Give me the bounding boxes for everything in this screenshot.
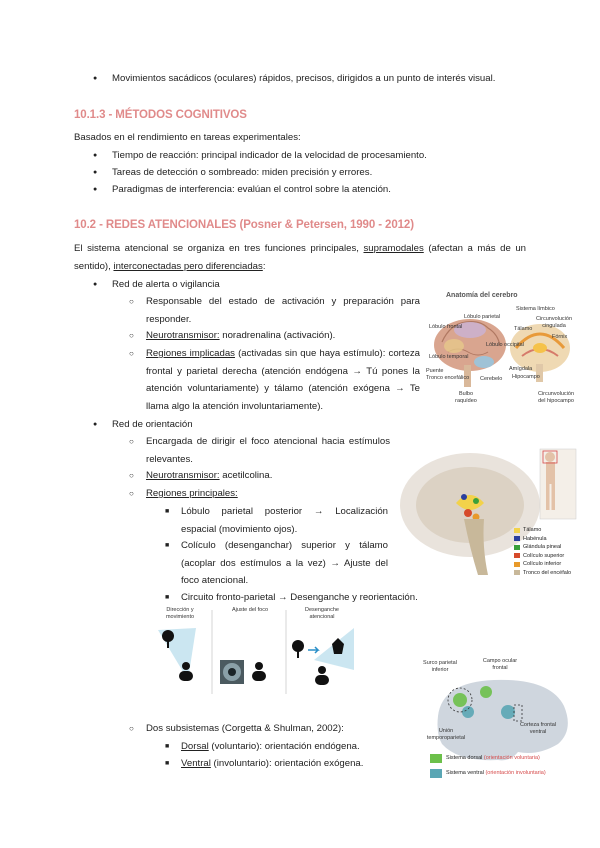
figure-label: Cerebelo [480, 376, 503, 382]
section-intro: Basados en el rendimiento en tareas experimentales: [74, 132, 301, 143]
list-item: ● Paradigmas de interferencia: evalúan el control sobre la atención. [112, 181, 391, 199]
list-item: ○ Encargada de dirigir el foco atencional hacia estímulos relevantes. [146, 433, 390, 468]
figure-title: Anatomía del cerebro [446, 292, 518, 299]
legend-swatch [514, 528, 520, 533]
legend-swatch [514, 545, 520, 550]
figure-label: Circunvolución cingulada [535, 316, 573, 329]
legend-swatch [514, 553, 520, 558]
figure-label: Ajuste del foco [231, 607, 269, 613]
list-item: ■ Lóbulo parietal posterior → Localización espacial (movimiento ojos). [181, 503, 388, 538]
legend-item: Colículo inferior [514, 560, 571, 569]
figure-label: Campo ocular frontal [482, 658, 518, 671]
figure-label: Puente [426, 368, 444, 374]
list-item: ■ Dorsal (voluntario): orientación endógena. [181, 738, 360, 756]
figure-label: Lóbulo temporal [429, 354, 469, 360]
list-item: ○ Responsable del estado de activación y preparación para responder. [146, 293, 420, 328]
list-item: ■ Ventral (involuntario): orientación exógena. [181, 755, 363, 773]
legend-item: Sistema ventral (orientación involuntaria) [446, 770, 546, 776]
figure-label: Lóbulo frontal [429, 324, 463, 330]
list-item-orientacion: ● Red de orientación [112, 416, 193, 434]
figure-label: Desenganche atencional [305, 607, 339, 620]
list-item: ○ Dos subsistemas (Corgetta & Shulman, 2002): [146, 720, 344, 738]
figure-label: Tronco encefálico [426, 375, 470, 381]
figure-label: Hipocampo [512, 374, 540, 380]
attention-focus-illustration [146, 606, 356, 696]
legend-item: Tronco del encéfalo [514, 569, 571, 578]
figure-label: Lóbulo parietal [464, 314, 501, 320]
legend-item: Habénula [514, 535, 571, 544]
figure-foco-atencional [146, 606, 356, 696]
list-item: ● Tareas de detección o sombreado: miden precisión y errores. [112, 164, 372, 182]
figure-label: Tálamo [514, 326, 533, 332]
list-item: ○ Regiones implicadas (activadas sin que haya estímulo): corteza frontal y parietal derecha (atención endógena → Tú pones la atención voluntariamente) y tálamo (atención exógena → Te llama algo la atención involuntariamente). [146, 345, 420, 415]
figure-label: Amígdala [509, 366, 533, 372]
legend-item: Tálamo [514, 526, 571, 535]
list-item: ○ Neurotransmisor: noradrenalina (activación). [146, 327, 335, 345]
legend-swatch [514, 570, 520, 575]
list-item: ○ Neurotransmisor: acetilcolina. [146, 467, 272, 485]
section-intro: El sistema atencional se organiza en tres funciones principales, supramodales (afectan a más de un sentido), interconectadas pero diferenciadas: [74, 243, 527, 272]
legend-swatch [514, 562, 520, 567]
list-item: ■ Circuito fronto-parietal → Desenganche y reorientación. [181, 589, 418, 607]
figure-anatomia-cerebro [424, 290, 579, 408]
figure-label: Circunvolución del hipocampo [537, 391, 575, 404]
legend-item: Colículo superior [514, 552, 571, 561]
list-item: ● Tiempo de reacción: principal indicador de la velocidad de procesamiento. [112, 147, 427, 165]
list-item: ■ Colículo (desenganchar) superior y tálamo (acoplar dos estímulos a la vez) → Ajuste del foco atencional. [181, 537, 388, 590]
legend-item: Sistema dorsal (orientación voluntaria) [446, 755, 540, 761]
list-item: ○ Regiones principales: [146, 485, 238, 503]
figure-label: Lóbulo occipital [486, 342, 524, 348]
figure-label: Surco parietal inferior [423, 660, 457, 673]
section-heading-cognitivos: 10.1.3 - MÉTODOS COGNITIVOS [74, 109, 247, 121]
legend-item: Glándula pineal [514, 543, 571, 552]
figure-label: Dirección y movimiento [165, 607, 195, 620]
figure-talamo [398, 447, 578, 582]
figure-label: Corteza frontal ventral [519, 722, 557, 735]
list-item: ● Movimientos sacádicos (oculares) rápidos, precisos, dirigidos a un punto de interés visual. [112, 70, 495, 88]
figure-subsistemas [416, 656, 586, 786]
figure-label: Fórnix [552, 334, 568, 340]
section-heading-redes: 10.2 - REDES ATENCIONALES (Posner & Petersen, 1990 - 2012) [74, 219, 414, 231]
figure-label: Sistema límbico [516, 306, 555, 312]
figure-legend [514, 526, 571, 577]
figure-label: Bulbo raquídeo [455, 391, 477, 404]
list-item-alerta: ● Red de alerta o vigilancia [112, 276, 220, 294]
brain-attention-networks-illustration [416, 656, 586, 786]
figure-label: Unión temporoparietal [426, 728, 466, 741]
legend-swatch [514, 536, 520, 541]
